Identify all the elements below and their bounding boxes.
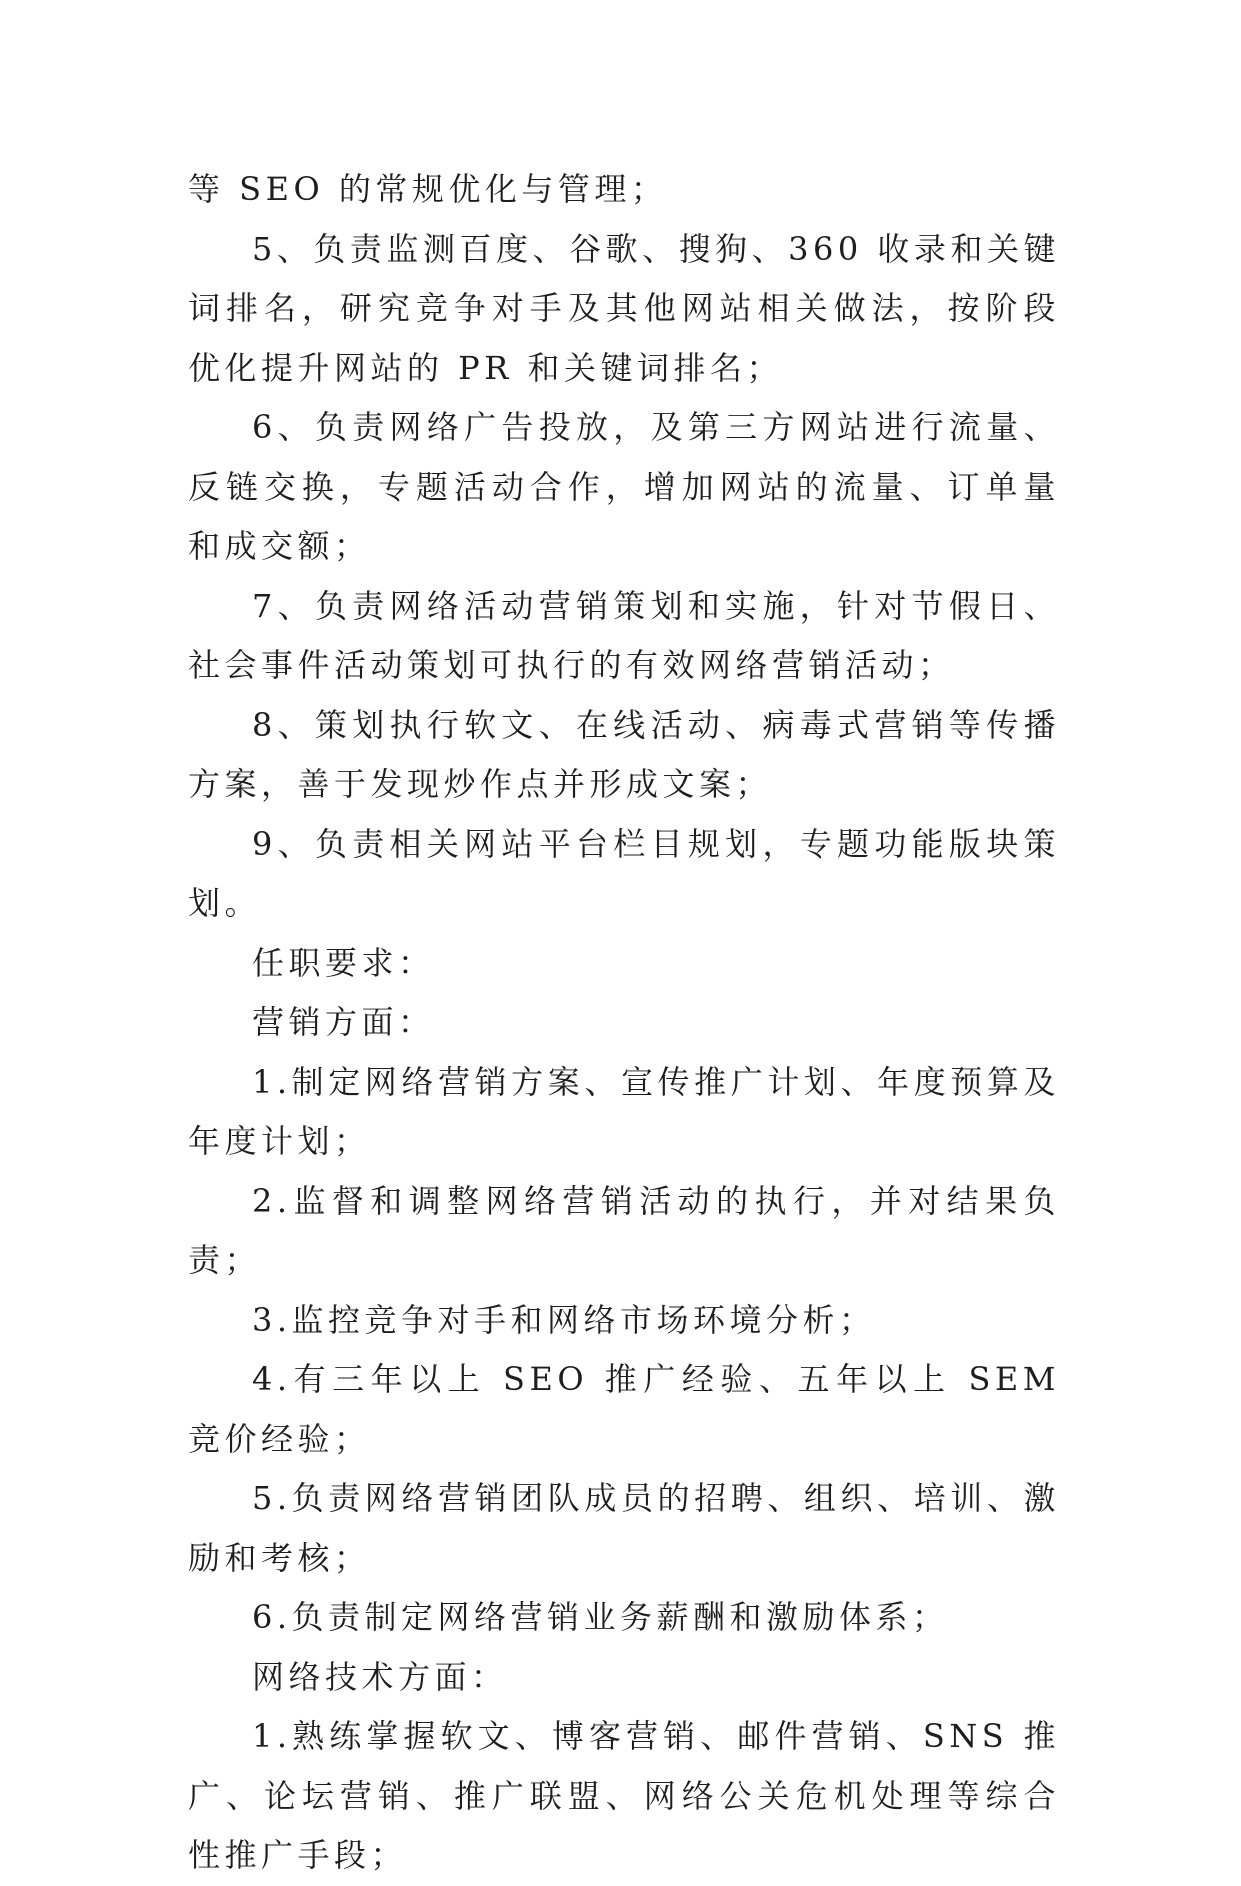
paragraph-marketing-5: 5.负责网络营销团队成员的招聘、组织、培训、激励和考核； bbox=[188, 1479, 1060, 1577]
paragraph-duty-9: 9、负责相关网站平台栏目规划，专题功能版块策划。 bbox=[188, 824, 1060, 922]
paragraph-marketing-4: 4.有三年以上 SEO 推广经验、五年以上 SEM 竞价经验； bbox=[188, 1360, 1060, 1458]
section-heading-requirements: 任职要求： bbox=[252, 943, 435, 982]
paragraph-marketing-2: 2.监督和调整网络营销活动的执行，并对结果负责； bbox=[188, 1181, 1060, 1279]
paragraph-duty-7: 7、负责网络活动营销策划和实施，针对节假日、社会事件活动策划可执行的有效网络营销活动； bbox=[188, 586, 1060, 684]
paragraph-marketing-3: 3.监控竞争对手和网络市场环境分析； bbox=[252, 1300, 876, 1339]
paragraph-marketing-1: 1.制定网络营销方案、宣传推广计划、年度预算及年度计划； bbox=[188, 1062, 1060, 1160]
paragraph-duty-5: 5、负责监测百度、谷歌、搜狗、360 收录和关键词排名，研究竞争对手及其他网站相关做法，按阶段优化提升网站的 PR 和关键词排名； bbox=[188, 229, 1060, 387]
paragraph-network-tech-1: 1.熟练掌握软文、博客营销、邮件营销、SNS 推广、论坛营销、推广联盟、网络公关危机处理等综合性推广手段； bbox=[188, 1717, 1060, 1874]
paragraph-duty-6: 6、负责网络广告投放，及第三方网站进行流量、反链交换，专题活动合作，增加网站的流量、订单量和成交额； bbox=[188, 408, 1060, 565]
paragraph-marketing-6: 6.负责制定网络营销业务薪酬和激励体系； bbox=[252, 1598, 949, 1636]
paragraph-seo-continuation: 等 SEO 的常规优化与管理； bbox=[188, 170, 668, 208]
document-body bbox=[188, 160, 1060, 1886]
subsection-heading-marketing: 营销方面： bbox=[252, 1003, 435, 1041]
subsection-heading-network-tech: 网络技术方面： bbox=[252, 1657, 508, 1696]
paragraph-duty-8: 8、策划执行软文、在线活动、病毒式营销等传播方案，善于发现炒作点并形成文案； bbox=[188, 705, 1060, 803]
